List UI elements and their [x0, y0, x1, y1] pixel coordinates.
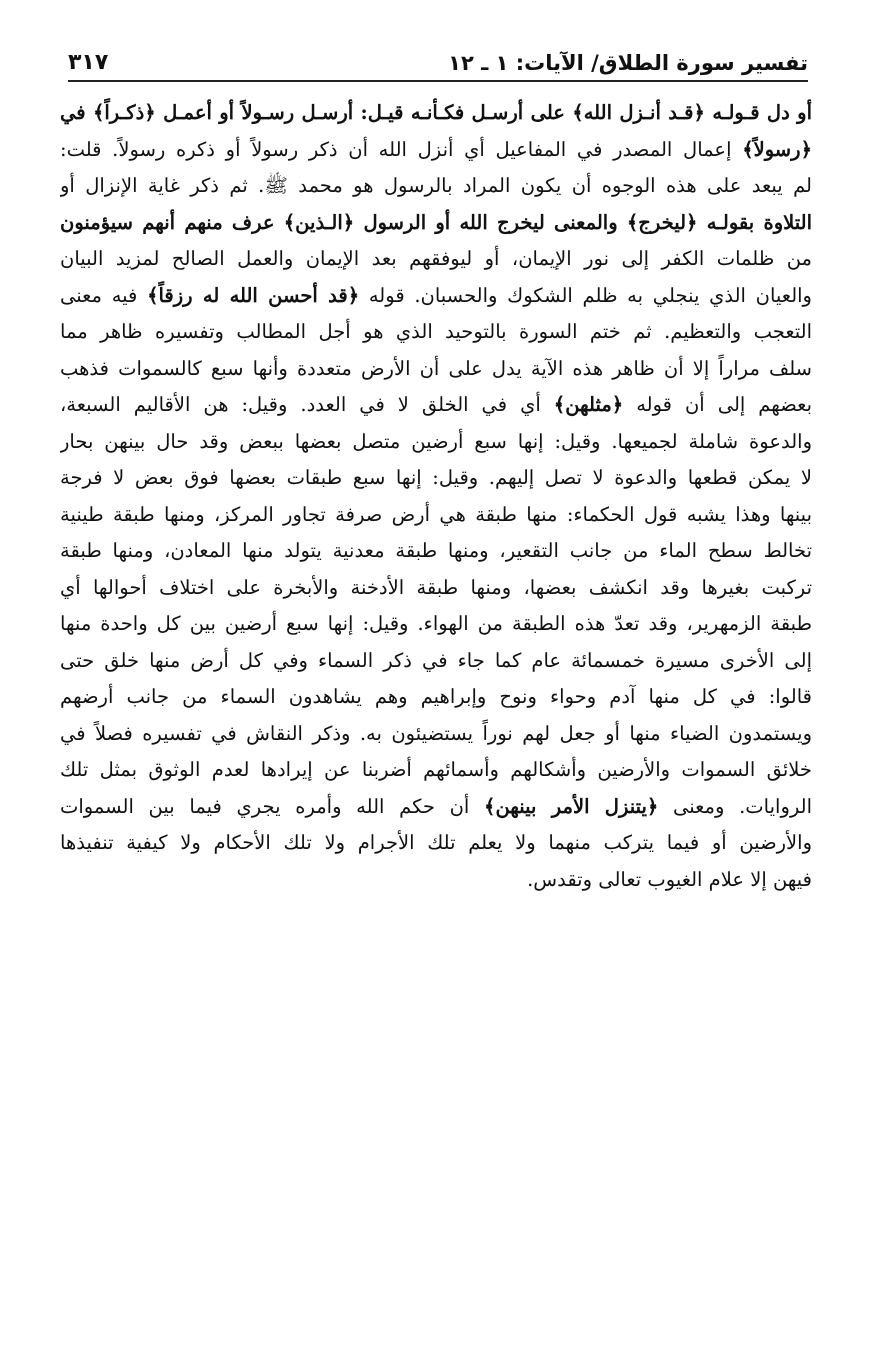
text-segment: أن حكم الله وأمره يجري فيما بين السموات	[60, 794, 485, 818]
quran-quote: ﴿مثلهن﴾	[553, 393, 624, 416]
text-line	[60, 606, 812, 643]
quran-quote: ﴿قـد أنـزل الله﴾	[572, 101, 705, 124]
text-segment: طبقة الزمهرير، وقد تعدّ هذه الطبقة من الهواء. وقيل: إنها سبع أرضين بين كل واحدة منها	[60, 612, 812, 635]
text-segment: ويستمدون الضياء منها أو جعل لهم نوراً يستضيئون به. وذكر النقاش في تفسيره فصلاً في	[60, 721, 812, 745]
text-line	[60, 862, 812, 899]
text-segment: إلى الأخرى مسيرة خمسمائة عام كما جاء في ذكر السماء وفي كل أرض منها خلق حتى	[60, 648, 812, 672]
text-line	[60, 168, 812, 205]
text-segment: التعجب والتعظيم. ثم ختم السورة بالتوحيد الذي هو أجل المطالب وتفسيره ظاهر مما	[60, 320, 812, 343]
text-line	[60, 205, 812, 242]
text-segment: فيهن إلا علام الغيوب تعالى وتقدس.	[527, 867, 812, 891]
quran-quote: ﴿الـذين﴾	[283, 210, 355, 234]
text-segment: خلائق السموات والأرضين وأشكالهم وأسمائهم أضربنا عن إيرادها لعدم الوثوق بمثل تلك	[60, 758, 812, 781]
quran-quote: ﴿ليخرج﴾	[626, 210, 698, 234]
text-line	[60, 497, 812, 534]
running-title: تفسير سورة الطلاق/ الآيات: ١ ـ ١٢	[448, 51, 808, 75]
text-segment: والدعوة شاملة لجميعها. وقيل: إنها سبع أرضين متصل بعضها ببعض وقد حال بينهن بحار	[60, 429, 812, 453]
text-line	[60, 460, 812, 497]
text-line	[60, 643, 812, 680]
text-segment: في	[60, 101, 93, 124]
text-segment: عرف منهم أنهم سيؤمنون	[60, 210, 284, 234]
text-line	[60, 570, 812, 607]
text-line	[60, 95, 812, 132]
header-divider	[68, 80, 808, 82]
text-segment: من ظلمات الكفر إلى نور الإيمان، أو ليوفقهم بعد الإيمان والعمل الصالح لمزيد البيان	[60, 247, 812, 270]
quran-quote: ﴿يتنزل الأمر بينهن﴾	[484, 794, 659, 818]
text-line	[60, 825, 812, 862]
text-line	[60, 278, 812, 315]
body-text	[60, 95, 812, 898]
text-line	[60, 387, 812, 424]
text-line	[60, 716, 812, 753]
text-line	[60, 351, 812, 388]
text-line	[60, 789, 812, 826]
text-segment: قالوا: في كل منها آدم وحواء ونوح وإبراهيم وهم يشاهدون السماء من جانب أرضهم	[60, 685, 812, 708]
text-segment: والمعنى ليخرج الله أو الرسول	[354, 210, 627, 234]
text-line	[60, 314, 812, 351]
text-segment: أي في الخلق لا في العدد. وقيل: هن الأقاليم السبعة،	[60, 393, 554, 416]
text-segment: فيه معنى	[60, 283, 148, 307]
text-segment: على أرسـل فكـأنـه قيـل: أرسـل رسـولاً أو أعمـل	[155, 101, 573, 124]
text-line	[60, 241, 812, 278]
text-line	[60, 679, 812, 716]
text-segment: أو دل قـولـه	[704, 101, 812, 124]
text-segment: لا يمكن قطعها والدعوة لا تصل إليهم. وقيل: إنها سبع طبقات بعضها فوق بعض لا فرجة	[60, 466, 812, 489]
text-line	[60, 132, 812, 169]
text-segment: التلاوة بقولـه	[697, 210, 812, 234]
quran-quote: ﴿ذكـراً﴾	[92, 101, 156, 124]
text-segment: والعيان الذي ينجلي به ظلم الشكوك والحسبان. قوله	[359, 283, 812, 307]
text-segment: بينها وهذا يشبه قول الحكماء: منها طبقة هي أرض صرفة تجاور المركز، ومنها طبقة طينية	[60, 502, 812, 526]
text-segment: سلف مراراً إلا أن ظاهر هذه الآية يدل على أن الأرض متعددة وأنها سبع كالسموات فذهب	[60, 356, 812, 380]
text-segment: تركبت بغيرها وقد انكشف بعضها، ومنها طبقة الأدخنة والأبخرة على اختلاف أحوالها أي	[60, 575, 812, 599]
text-line	[60, 533, 812, 570]
text-segment: لم يبعد على هذه الوجوه أن يكون المراد بالرسول هو محمد ﷺ. ثم ذكر غاية الإنزال أو	[60, 174, 812, 197]
text-line	[60, 424, 812, 461]
text-segment: تخالط سطح الماء من جانب التقعير، ومنها طبقة معدنية يتولد منها المعادن، ومنها طبقة	[60, 539, 812, 562]
quran-quote: ﴿قد أحسن الله له رزقاً﴾	[147, 283, 360, 307]
text-line	[60, 752, 812, 789]
page-number: ٣١٧	[68, 50, 109, 75]
text-segment: إعمال المصدر في المفاعيل أي أنزل الله أن ذكر رسولاً أو ذكره رسولاً. قلت:	[60, 137, 743, 161]
page-header	[68, 38, 808, 78]
quran-quote: ﴿رسولاً﴾	[742, 137, 812, 161]
text-segment: بعضهم إلى أن قوله	[623, 393, 812, 416]
text-segment: والأرضين أو فيما يتركب منهما ولا يعلم تلك الأجرام ولا تلك الأحكام ولا كيفية تنفيذها	[60, 831, 812, 854]
text-segment: الروايات. ومعنى	[658, 794, 812, 818]
